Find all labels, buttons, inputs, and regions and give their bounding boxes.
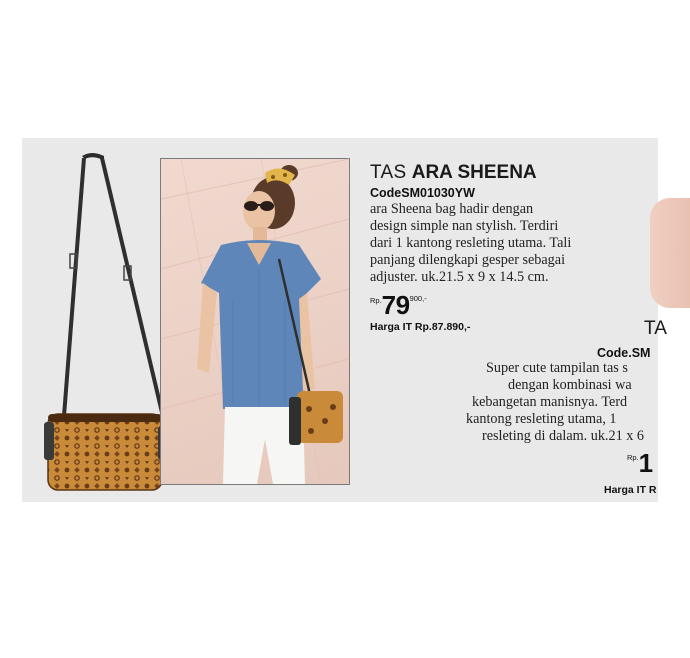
second-product-code: Code.SM xyxy=(597,346,651,360)
product-price xyxy=(370,290,427,320)
description-line: ara Sheena bag hadir dengan xyxy=(370,201,534,217)
second-harga-it-price: Harga IT R xyxy=(604,484,657,496)
price-main: 1 xyxy=(638,448,654,478)
description-line: adjuster. uk.21.5 x 9 x 14.5 cm. xyxy=(370,269,549,285)
price-main: 79 xyxy=(381,290,410,320)
description-line: dengan kombinasi wa xyxy=(508,377,632,393)
second-product-price xyxy=(627,448,653,479)
product-description xyxy=(370,201,628,286)
second-product-description xyxy=(462,360,644,445)
second-product-image-edge xyxy=(650,198,690,308)
description-line: resleting di dalam. uk.21 x 6 xyxy=(482,428,644,444)
description-line: panjang dilengkapi gesper sebagai xyxy=(370,252,566,268)
description-line: design simple nan stylish. Terdiri xyxy=(370,218,559,234)
product-title-name: ARA SHEENA xyxy=(411,162,537,183)
description-line: Super cute tampilan tas s xyxy=(486,360,628,376)
product-title-prefix: TAS xyxy=(370,162,407,183)
model-photo xyxy=(160,158,350,485)
description-line: kantong resleting utama, 1 xyxy=(466,411,617,427)
price-fraction: 900,- xyxy=(409,294,427,303)
second-product-title: TA xyxy=(644,318,667,339)
price-currency: Rp. xyxy=(370,296,382,305)
product-title xyxy=(370,163,537,183)
harga-it-price: Harga IT Rp.87.890,- xyxy=(370,321,471,333)
description-line: kebangetan manisnya. Terd xyxy=(472,394,628,410)
product-code: CodeSM01030YW xyxy=(370,186,475,200)
description-line: dari 1 kantong resleting utama. Tali xyxy=(370,235,572,251)
price-currency: Rp. xyxy=(627,453,639,462)
catalog-page xyxy=(22,138,667,502)
product-bag-image xyxy=(42,146,167,491)
